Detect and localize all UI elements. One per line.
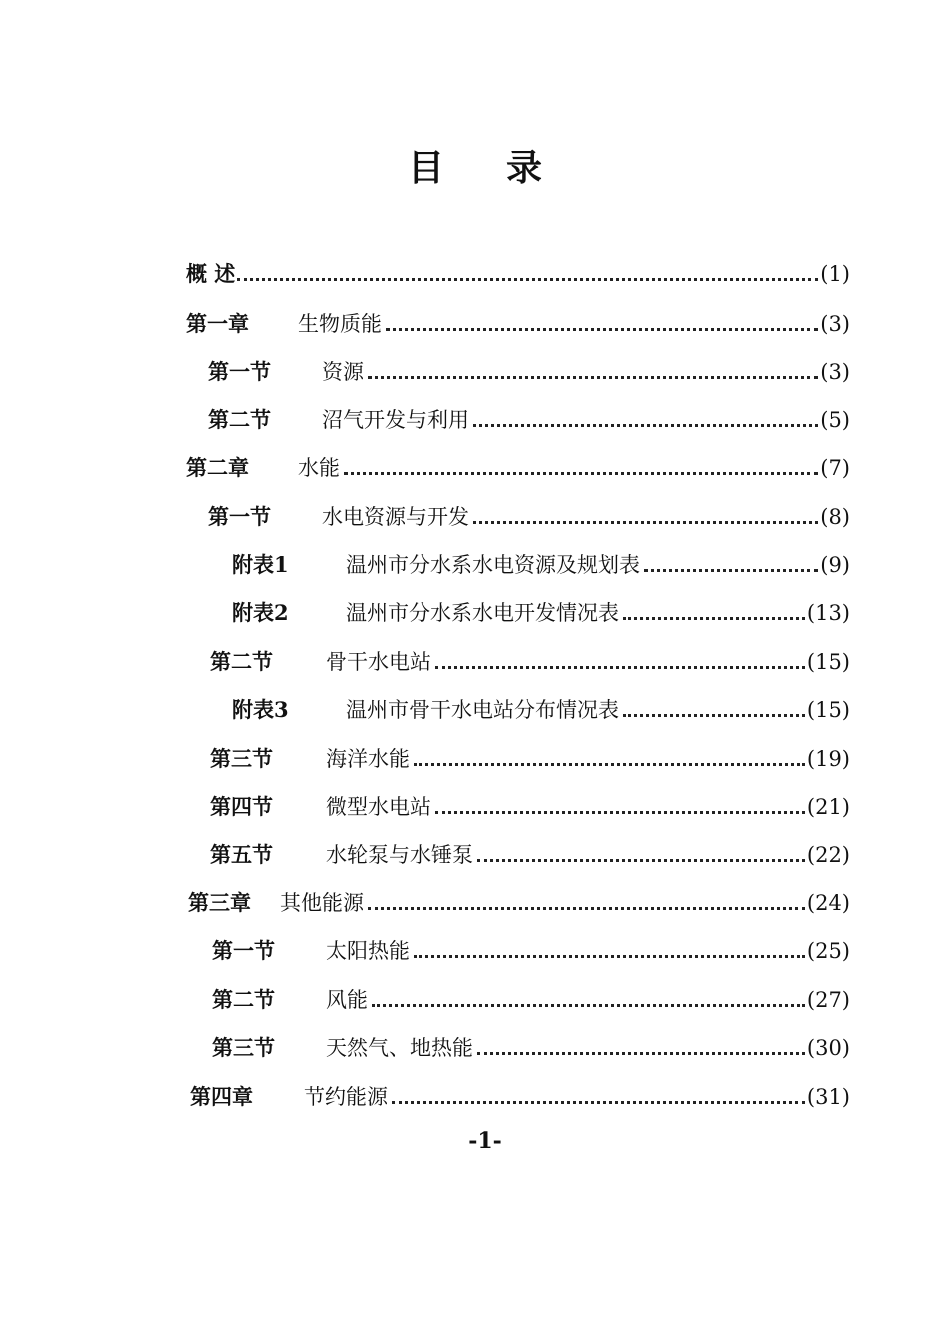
toc-entry — [0, 356, 950, 388]
toc-entry-label: 概 述 — [186, 261, 236, 286]
toc-entry-leader — [477, 859, 805, 862]
toc-entry — [0, 984, 950, 1016]
toc-entry-page-number: (24) — [807, 887, 850, 919]
toc-entry-leader — [414, 955, 805, 958]
toc-entry-label: 第四节 — [210, 794, 273, 819]
toc-entry-page-number: (5) — [820, 404, 850, 436]
toc-entry — [0, 597, 950, 629]
toc-entry — [0, 501, 950, 533]
toc-entry-title: 骨干水电站 — [326, 646, 433, 678]
toc-entry — [0, 839, 950, 871]
toc-entry-leader — [473, 424, 818, 427]
toc-entry-title: 温州市分水系水电开发情况表 — [346, 597, 621, 629]
toc-entry-leader — [623, 714, 805, 717]
toc-entry-title: 微型水电站 — [326, 791, 433, 823]
toc-entry — [0, 646, 950, 678]
toc-entry-title: 天然气、地热能 — [326, 1032, 475, 1064]
toc-entry-leader — [386, 328, 818, 331]
toc-entry-leader — [473, 521, 818, 524]
toc-entry — [0, 1032, 950, 1064]
toc-entry — [0, 258, 950, 290]
toc-entry-label: 第二章 — [186, 455, 249, 480]
toc-entry-leader — [368, 907, 805, 910]
toc-entry-page-number: (30) — [807, 1032, 850, 1064]
toc-entry-page-number: (13) — [807, 597, 850, 629]
toc-entry-label: 第一节 — [212, 938, 275, 963]
toc-entry-label: 第五节 — [210, 842, 273, 867]
toc-entry-label: 第二节 — [212, 987, 275, 1012]
toc-entry-page-number: (27) — [807, 984, 850, 1016]
toc-entry-leader — [644, 569, 818, 572]
toc-entry — [0, 452, 950, 484]
toc-entry-leader — [372, 1004, 805, 1007]
toc-entry-title: 温州市骨干水电站分布情况表 — [346, 694, 621, 726]
toc-entry-leader — [344, 472, 818, 475]
toc-entry-leader — [368, 376, 818, 379]
page-number: -1- — [468, 1128, 502, 1154]
toc-entry-title: 水轮泵与水锤泵 — [326, 839, 475, 871]
toc-entry-page-number: (31) — [807, 1081, 850, 1113]
toc-entry-page-number: (7) — [820, 452, 850, 484]
toc-entry-label: 第三节 — [212, 1035, 275, 1060]
toc-entry — [0, 694, 950, 726]
toc-entry-title: 海洋水能 — [326, 743, 412, 775]
page-title-right: 录 — [506, 148, 543, 189]
toc-entry-leader — [435, 666, 805, 669]
toc-entry-title: 水电资源与开发 — [322, 501, 471, 533]
toc-entry-leader — [237, 278, 818, 281]
toc-entry-title: 太阳热能 — [326, 935, 412, 967]
toc-entry-title: 节约能源 — [304, 1081, 390, 1113]
toc-entry-page-number: (15) — [807, 694, 850, 726]
toc-entry-leader — [392, 1101, 805, 1104]
toc-entry-label: 第二节 — [210, 649, 273, 674]
toc-entry-label: 第四章 — [190, 1084, 253, 1109]
toc-entry — [0, 935, 950, 967]
toc-entry — [0, 549, 950, 581]
toc-entry-label: 第一章 — [186, 311, 249, 336]
toc-entry — [0, 404, 950, 436]
toc-entry-title: 沼气开发与利用 — [322, 404, 471, 436]
toc-entry-title: 风能 — [326, 984, 370, 1016]
toc-entry — [0, 743, 950, 775]
toc-entry-label: 第一节 — [208, 504, 271, 529]
toc-entry-page-number: (21) — [807, 791, 850, 823]
toc-entry-title: 资源 — [322, 356, 366, 388]
toc-entry-page-number: (1) — [820, 258, 850, 290]
toc-entry — [0, 791, 950, 823]
toc-entry-page-number: (8) — [820, 501, 850, 533]
toc-entry — [0, 887, 950, 919]
toc-entry-page-number: (9) — [820, 549, 850, 581]
toc-entry-label: 第一节 — [208, 359, 271, 384]
toc-entry-label: 第二节 — [208, 407, 271, 432]
toc-entry-page-number: (19) — [807, 743, 850, 775]
toc-entry-label: 第三节 — [210, 746, 273, 771]
toc-entry-label: 附表3 — [232, 697, 289, 722]
toc-entry-leader — [477, 1052, 805, 1055]
toc-entry — [0, 308, 950, 340]
toc-entry-page-number: (3) — [820, 308, 850, 340]
page-title-left: 目 — [407, 148, 444, 189]
toc-entry-label: 附表1 — [232, 552, 289, 577]
toc-entry-label: 附表2 — [232, 600, 289, 625]
toc-entry-label: 第三章 — [188, 890, 251, 915]
toc-entry-title: 水能 — [298, 452, 342, 484]
toc-entry-leader — [435, 811, 805, 814]
toc-entry — [0, 1081, 950, 1113]
toc-entry-title: 温州市分水系水电资源及规划表 — [346, 549, 642, 581]
toc-entry-title: 生物质能 — [298, 308, 384, 340]
toc-entry-page-number: (22) — [807, 839, 850, 871]
toc-entry-page-number: (3) — [820, 356, 850, 388]
toc-entry-leader — [414, 763, 805, 766]
toc-entry-title: 其他能源 — [280, 887, 366, 919]
toc-entry-page-number: (25) — [807, 935, 850, 967]
toc-entry-leader — [623, 617, 805, 620]
toc-entry-page-number: (15) — [807, 646, 850, 678]
